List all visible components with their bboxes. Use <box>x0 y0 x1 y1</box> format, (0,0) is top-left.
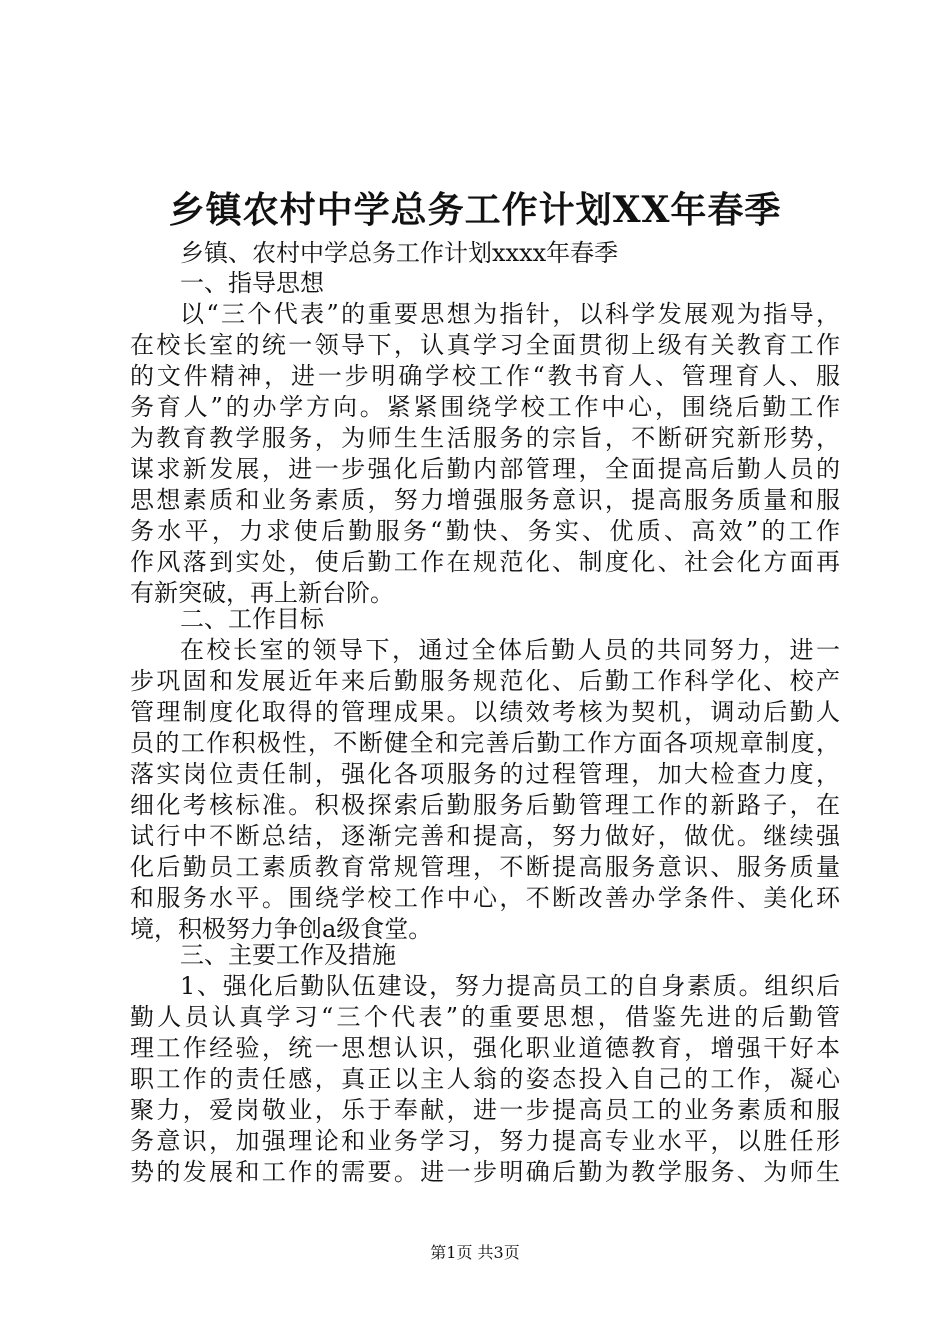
paragraph-line: 聚力，爱岗敬业，乐于奉献，进一步提高员工的业务素质和服 <box>130 1096 840 1124</box>
paragraph-line: 以“三个代表”的重要思想为指针，以科学发展观为指导， <box>180 300 840 328</box>
paragraph-line: 理工作经验，统一思想认识，强化职业道德教育，增强干好本 <box>130 1034 840 1062</box>
paragraph-line: 势的发展和工作的需要。进一步明确后勤为教学服务、为师生 <box>130 1158 840 1186</box>
paragraph-line: 试行中不断总结，逐渐完善和提高，努力做好，做优。继续强 <box>130 822 840 850</box>
paragraph-line: 步巩固和发展近年来后勤服务规范化、后勤工作科学化、校产 <box>130 667 840 695</box>
paragraph-line: 务育人”的办学方向。紧紧围绕学校工作中心，围绕后勤工作 <box>130 393 840 421</box>
section-heading-2: 二、工作目标 <box>180 605 324 633</box>
paragraph-line: 在校长室的领导下，通过全体后勤人员的共同努力，进一 <box>180 636 840 664</box>
paragraph-line: 职工作的责任感，真正以主人翁的姿态投入自己的工作，凝心 <box>130 1065 840 1093</box>
paragraph-line: 务意识，加强理论和业务学习，努力提高专业水平，以胜任形 <box>130 1127 840 1155</box>
paragraph-line: 有新突破，再上新台阶。 <box>130 579 394 607</box>
paragraph-line: 思想素质和业务素质，努力增强服务意识，提高服务质量和服 <box>130 486 840 514</box>
document-subtitle: 乡镇、农村中学总务工作计划xxxx年春季 <box>180 239 619 267</box>
paragraph-line: 务水平，力求使后勤服务“勤快、务实、优质、高效”的工作 <box>130 517 840 545</box>
paragraph-line: 管理制度化取得的管理成果。以绩效考核为契机，调动后勤人 <box>130 698 840 726</box>
paragraph-line: 境，积极努力争创a级食堂。 <box>130 915 433 943</box>
paragraph-line: 1、强化后勤队伍建设，努力提高员工的自身素质。组织后 <box>180 972 840 1000</box>
paragraph-line: 细化考核标准。积极探索后勤服务后勤管理工作的新路子，在 <box>130 791 840 819</box>
paragraph-line: 谋求新发展，进一步强化后勤内部管理，全面提高后勤人员的 <box>130 455 840 483</box>
paragraph-line: 化后勤员工素质教育常规管理，不断提高服务意识、服务质量 <box>130 853 840 881</box>
paragraph-line: 在校长室的统一领导下，认真学习全面贯彻上级有关教育工作 <box>130 331 840 359</box>
paragraph-line: 员的工作积极性，不断健全和完善后勤工作方面各项规章制度， <box>130 729 840 757</box>
paragraph-line: 落实岗位责任制，强化各项服务的过程管理，加大检查力度， <box>130 760 840 788</box>
paragraph-line: 勤人员认真学习“三个代表”的重要思想，借鉴先进的后勤管 <box>130 1003 840 1031</box>
document-title: 乡镇农村中学总务工作计划XX年春季 <box>168 189 782 231</box>
paragraph-line: 和服务水平。围绕学校工作中心，不断改善办学条件、美化环 <box>130 884 840 912</box>
page-footer: 第1页 共3页 <box>430 1243 520 1262</box>
paragraph-line: 作风落到实处，使后勤工作在规范化、制度化、社会化方面再 <box>130 548 840 576</box>
section-heading-3: 三、主要工作及措施 <box>180 941 396 969</box>
paragraph-line: 为教育教学服务，为师生生活服务的宗旨，不断研究新形势， <box>130 424 840 452</box>
section-heading-1: 一、指导思想 <box>180 269 324 297</box>
paragraph-line: 的文件精神，进一步明确学校工作“教书育人、管理育人、服 <box>130 362 840 390</box>
